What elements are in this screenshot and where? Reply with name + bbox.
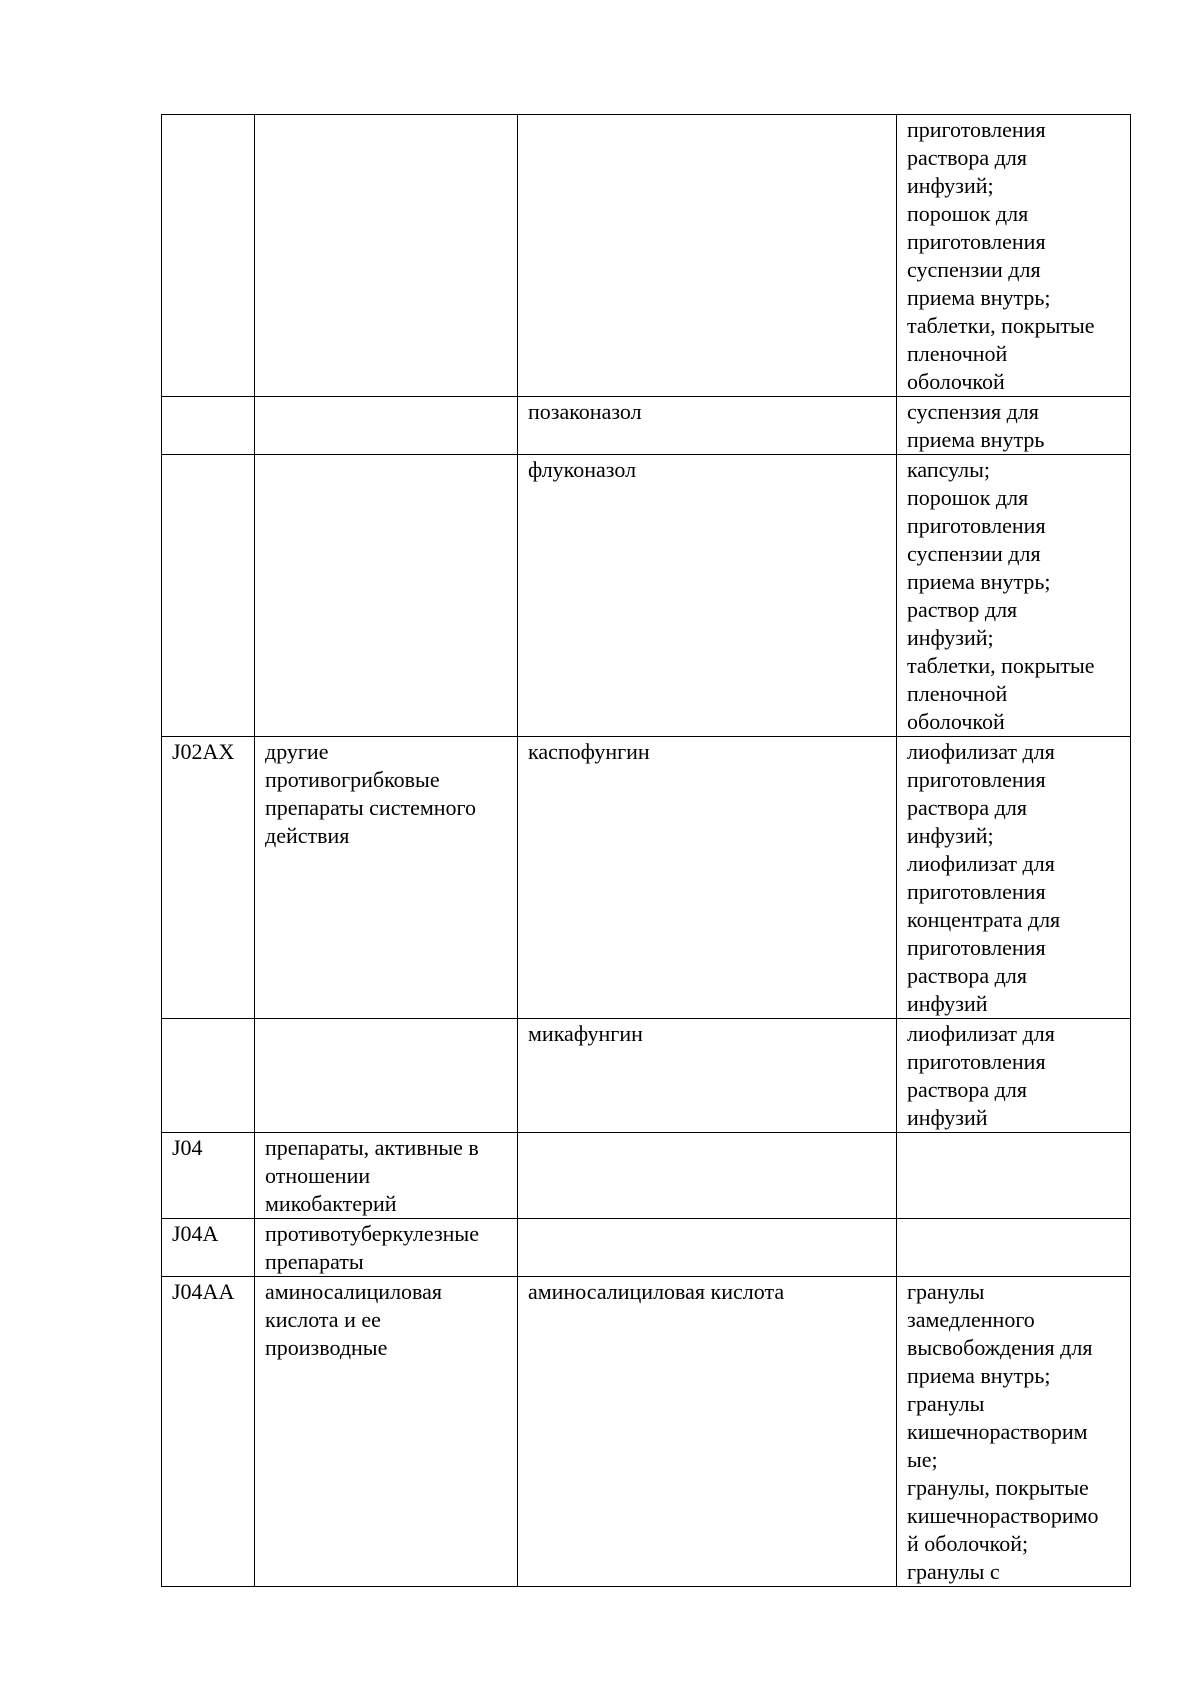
drug-name-cell bbox=[518, 115, 897, 397]
drug-name-cell: флуконазол bbox=[518, 455, 897, 737]
atc-code-cell: J04AA bbox=[162, 1277, 255, 1587]
group-name-cell: препараты, активные в отношении микобактерий bbox=[255, 1133, 518, 1219]
table-row bbox=[162, 1277, 1131, 1587]
atc-code-cell: J04A bbox=[162, 1219, 255, 1277]
drug-name-cell bbox=[518, 1133, 897, 1219]
table-row bbox=[162, 1219, 1131, 1277]
drug-name-cell bbox=[518, 1219, 897, 1277]
dosage-form-cell: лиофилизат для приготовления раствора для инфузий bbox=[897, 1019, 1131, 1133]
group-name-cell: аминосалициловая кислота и ее производные bbox=[255, 1277, 518, 1587]
dosage-form-cell: суспензия для приема внутрь bbox=[897, 397, 1131, 455]
atc-code-cell bbox=[162, 455, 255, 737]
drug-name-cell: аминосалициловая кислота bbox=[518, 1277, 897, 1587]
group-name-cell bbox=[255, 115, 518, 397]
dosage-form-cell: гранулы замедленного высвобождения для приема внутрь; гранулы кишечнорастворим ые; гранулы, покрытые кишечнорастворимо й оболочкой; гранулы с bbox=[897, 1277, 1131, 1587]
table-row bbox=[162, 1019, 1131, 1133]
atc-code-cell bbox=[162, 1019, 255, 1133]
atc-code-cell: J02AX bbox=[162, 737, 255, 1019]
drug-name-cell: позаконазол bbox=[518, 397, 897, 455]
atc-code-cell: J04 bbox=[162, 1133, 255, 1219]
drug-list-table bbox=[161, 114, 1131, 1587]
atc-code-cell bbox=[162, 397, 255, 455]
drug-name-cell: микафунгин bbox=[518, 1019, 897, 1133]
table-row bbox=[162, 1133, 1131, 1219]
group-name-cell bbox=[255, 455, 518, 737]
table-row bbox=[162, 455, 1131, 737]
dosage-form-cell bbox=[897, 1219, 1131, 1277]
drug-name-cell: каспофунгин bbox=[518, 737, 897, 1019]
dosage-form-cell: приготовления раствора для инфузий; порошок для приготовления суспензии для приема внутрь; таблетки, покрытые пленочной оболочкой bbox=[897, 115, 1131, 397]
dosage-form-cell: лиофилизат для приготовления раствора для инфузий; лиофилизат для приготовления концентрата для приготовления раствора для инфузий bbox=[897, 737, 1131, 1019]
group-name-cell: противотуберкулезные препараты bbox=[255, 1219, 518, 1277]
group-name-cell: другие противогрибковые препараты системного действия bbox=[255, 737, 518, 1019]
table-row bbox=[162, 737, 1131, 1019]
group-name-cell bbox=[255, 397, 518, 455]
atc-code-cell bbox=[162, 115, 255, 397]
table-row bbox=[162, 115, 1131, 397]
group-name-cell bbox=[255, 1019, 518, 1133]
table-row bbox=[162, 397, 1131, 455]
dosage-form-cell bbox=[897, 1133, 1131, 1219]
dosage-form-cell: капсулы; порошок для приготовления суспензии для приема внутрь; раствор для инфузий; таблетки, покрытые пленочной оболочкой bbox=[897, 455, 1131, 737]
